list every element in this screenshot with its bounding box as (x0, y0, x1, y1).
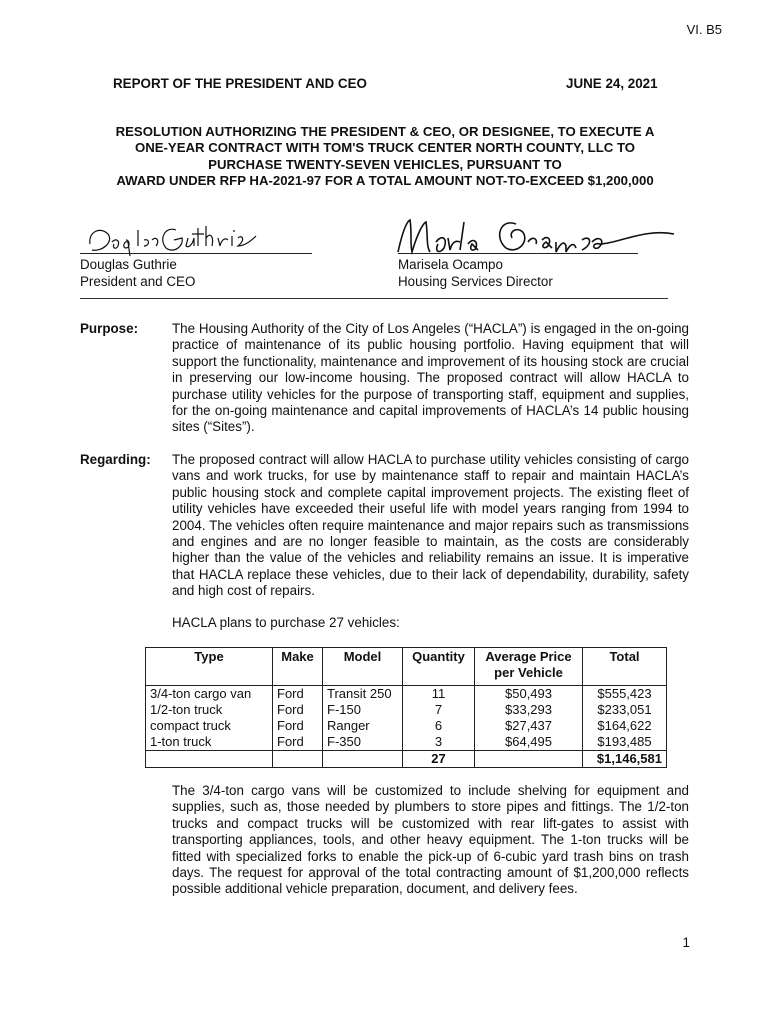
table-total-row (146, 751, 667, 768)
page-number: 1 (682, 935, 690, 950)
purpose-paragraph: The Housing Authority of the City of Los Angeles (“HACLA”) is engaged in the on-going practice of maintenance of its public housing portfolio. Having equipment that will support the functionality, maintenance and improvement of its housing stock are crucial in preserving our low-income housing. The proposed contract will allow HACLA to purchase utility vehicles for the purpose of transporting staff, equipment and supplies, for the on-going maintenance and capital improvements of HACLA’s 14 public housing sites (“Sites”). (172, 321, 689, 435)
resolution-title (80, 124, 690, 189)
regarding-text (172, 452, 689, 600)
cell-make: Ford (273, 686, 323, 703)
cell-make: Ford (273, 734, 323, 751)
cell-quantity: 3 (403, 734, 475, 751)
cell-quantity: 7 (403, 702, 475, 718)
table-row (146, 734, 667, 751)
cell-empty (146, 751, 273, 768)
table-row (146, 686, 667, 703)
cell-price: $33,293 (475, 702, 583, 718)
signatory-name: Marisela Ocampo (398, 257, 503, 272)
total-quantity: 27 (403, 751, 475, 768)
purpose-label: Purpose: (80, 321, 139, 336)
regarding-label: Regarding: (80, 452, 151, 467)
cell-model: Ranger (323, 718, 403, 734)
cell-price: $64,495 (475, 734, 583, 751)
table-row (146, 702, 667, 718)
signatory-name: Douglas Guthrie (80, 257, 177, 272)
cell-total: $555,423 (583, 686, 667, 703)
cell-total: $164,622 (583, 718, 667, 734)
purpose-text (172, 321, 689, 436)
cell-empty (273, 751, 323, 768)
regarding-paragraph: The proposed contract will allow HACLA to purchase utility vehicles consisting of cargo vans and work trucks, for use by maintenance staff to repair and maintain HACLA’s public housing stock and complete capital improvement projects. The existing fleet of utility vehicles have exceeded their useful life with model years ranging from 1994 to 2004. The vehicles often require maintenance and major repairs such as transmissions and engines and are no longer feasible to maintain, as the costs are considerably higher than the value of the vehicles and reliability remains an issue. It is imperative that HACLA replace these vehicles, due to their lack of dependability, durability, safety and high cost of repairs. (172, 452, 689, 599)
cell-type: 1/2-ton truck (146, 702, 273, 718)
col-header-quantity: Quantity (403, 648, 475, 686)
cell-type: 3/4-ton cargo van (146, 686, 273, 703)
cell-model: Transit 250 (323, 686, 403, 703)
col-header-total: Total (583, 648, 667, 686)
col-header-model: Model (323, 648, 403, 686)
signatory-ocampo (398, 256, 553, 290)
table-row (146, 718, 667, 734)
signature-line (398, 253, 638, 254)
cell-total: $193,485 (583, 734, 667, 751)
signatory-title: President and CEO (80, 274, 196, 289)
cell-empty (323, 751, 403, 768)
closing-paragraph: The 3/4-ton cargo vans will be customized to include shelving for equipment and supplies, such as, those needed by plumbers to store pipes and fittings. The 1/2-ton trucks and compact trucks will be customized with rear lift-gates to assist with transporting appliances, tools, and other heavy equipment. The 1-ton trucks will be fitted with specialized forks to enable the pick-up of 6-cubic yard trash bins on trash days. The request for approval of the total contracting amount of $1,200,000 reflects possible additional vehicle preparation, document, and delivery fees. (172, 783, 689, 897)
title-line: ONE-YEAR CONTRACT WITH TOM'S TRUCK CENTER NORTH COUNTY, LLC TO (134, 140, 636, 156)
col-header-average-price: Average Price per Vehicle (475, 648, 583, 686)
cell-type: 1-ton truck (146, 734, 273, 751)
cell-make: Ford (273, 702, 323, 718)
signature-ocampo (396, 214, 676, 258)
report-heading: REPORT OF THE PRESIDENT AND CEO (113, 76, 367, 91)
cell-model: F-350 (323, 734, 403, 751)
section-divider (80, 298, 668, 299)
total-amount: $1,146,581 (583, 751, 667, 768)
cell-model: F-150 (323, 702, 403, 718)
cell-price: $50,493 (475, 686, 583, 703)
plans-text: HACLA plans to purchase 27 vehicles: (172, 615, 400, 630)
title-line: PURCHASE TWENTY-SEVEN VEHICLES, PURSUANT TO (208, 156, 562, 172)
title-line: AWARD UNDER RFP HA-2021-97 FOR A TOTAL AMOUNT NOT-TO-EXCEED $1,200,000 (116, 172, 654, 188)
cell-total: $233,051 (583, 702, 667, 718)
cell-price: $27,437 (475, 718, 583, 734)
col-header-type: Type (146, 648, 273, 686)
signatory-title: Housing Services Director (398, 274, 553, 289)
signatory-guthrie (80, 256, 195, 290)
title-line: RESOLUTION AUTHORIZING THE PRESIDENT & CEO, OR DESIGNEE, TO EXECUTE A (115, 124, 655, 139)
cell-empty (475, 751, 583, 768)
col-header-make: Make (273, 648, 323, 686)
cell-type: compact truck (146, 718, 273, 734)
cell-quantity: 11 (403, 686, 475, 703)
vehicle-purchase-table (145, 647, 667, 768)
cell-quantity: 6 (403, 718, 475, 734)
closing-text (172, 783, 689, 898)
report-date: JUNE 24, 2021 (566, 76, 658, 91)
signature-line (80, 253, 312, 254)
document-reference: VI. B5 (686, 22, 722, 37)
cell-make: Ford (273, 718, 323, 734)
